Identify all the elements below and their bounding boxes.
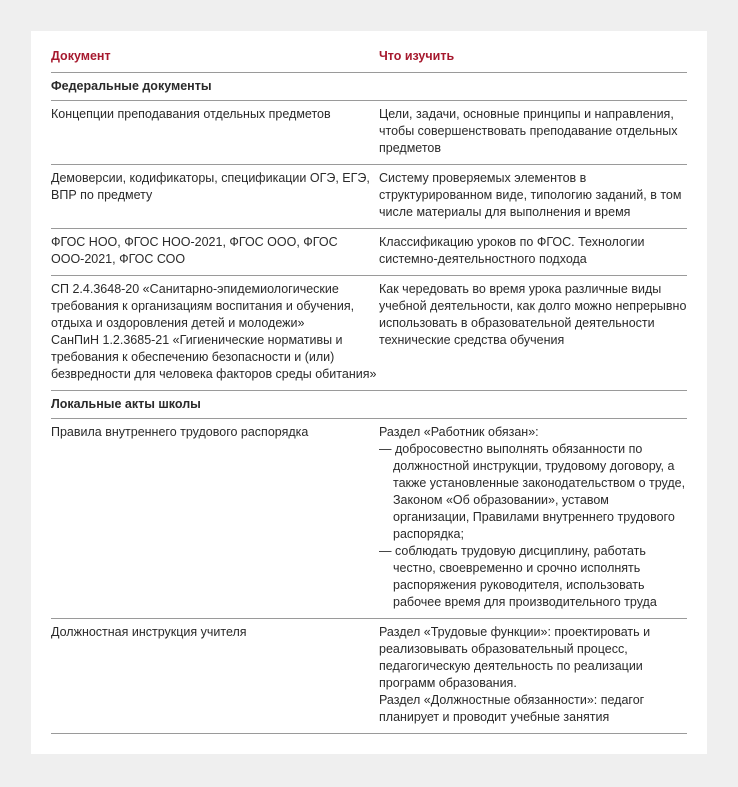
bullet-item: — соблюдать трудовую дисциплину, работать честно, своевременно и срочно исполнять распоряжения руководителя, использовать рабочее время для производительного труда — [379, 544, 657, 609]
what-to-study-cell — [379, 165, 687, 229]
paragraph: Классификацию уроков по ФГОС. Технологии системно-деятельностного подхода — [379, 235, 645, 266]
document-cell — [51, 419, 379, 619]
table-row — [51, 419, 687, 619]
paragraph: Раздел «Должностные обязанности»: педагог планирует и проводит учебные занятия — [379, 693, 645, 724]
paragraph: Систему проверяемых элементов в структурированном виде, типологию заданий, в том числе материалы для выполнения и время — [379, 171, 682, 219]
what-to-study-cell — [379, 229, 687, 276]
what-to-study-cell — [379, 276, 687, 391]
header-what-to-study: Что изучить — [379, 31, 687, 73]
document-cell — [51, 165, 379, 229]
document-cell — [51, 276, 379, 391]
document-cell — [51, 101, 379, 165]
table-row — [51, 165, 687, 229]
paragraph: Раздел «Трудовые функции»: проектировать и реализовывать образовательный процесс, педагогическую деятельность по реализации программ образования. — [379, 625, 651, 690]
table-header-row — [51, 31, 687, 73]
table-row — [51, 619, 687, 734]
what-to-study-cell — [379, 101, 687, 165]
table-row — [51, 276, 687, 391]
paragraph: Концепции преподавания отдельных предметов — [51, 107, 331, 121]
paragraph: Раздел «Работник обязан»: — [379, 425, 539, 439]
header-document: Документ — [51, 31, 379, 73]
paragraph: Демоверсии, кодификаторы, спецификации ОГЭ, ЕГЭ, ВПР по предмету — [51, 171, 370, 202]
paragraph: СП 2.4.3648-20 «Санитарно-эпидемиологические требования к организациям воспитания и обучения, отдыха и оздоровления детей и молодежи» — [51, 282, 355, 330]
paragraph: СанПиН 1.2.3685-21 «Гигиенические нормативы и требования к обеспечению безопасности и (или) безвредности для человека факторов среды обитания» — [51, 333, 377, 381]
paragraph: Цели, задачи, основные принципы и направления, чтобы совершенствовать преподавание отдельных предметов — [379, 107, 678, 155]
what-to-study-cell — [379, 419, 687, 619]
paragraph: Как чередовать во время урока различные виды учебной деятельности, как долго можно непрерывно использовать в образовательной деятельности технические средства обучения — [379, 282, 687, 347]
documents-table — [51, 31, 687, 734]
what-to-study-cell — [379, 619, 687, 734]
document-cell — [51, 619, 379, 734]
table-body — [51, 73, 687, 734]
paragraph: Должностная инструкция учителя — [51, 625, 247, 639]
bullet-item: — добросовестно выполнять обязанности по должностной инструкции, трудовому договору, а также установленные законодательством о труде, Законом «Об образовании», уставом организации, Правилами внутреннего трудового распорядка; — [379, 442, 686, 541]
section-row — [51, 391, 687, 419]
table-row — [51, 101, 687, 165]
section-title: Федеральные документы — [51, 73, 687, 101]
paragraph: ФГОС НОО, ФГОС НОО-2021, ФГОС ООО, ФГОС ООО-2021, ФГОС СОО — [51, 235, 338, 266]
document-cell — [51, 229, 379, 276]
table-row — [51, 229, 687, 276]
section-title: Локальные акты школы — [51, 391, 687, 419]
paragraph: Правила внутреннего трудового распорядка — [51, 425, 309, 439]
document-card — [31, 31, 707, 754]
section-row — [51, 73, 687, 101]
